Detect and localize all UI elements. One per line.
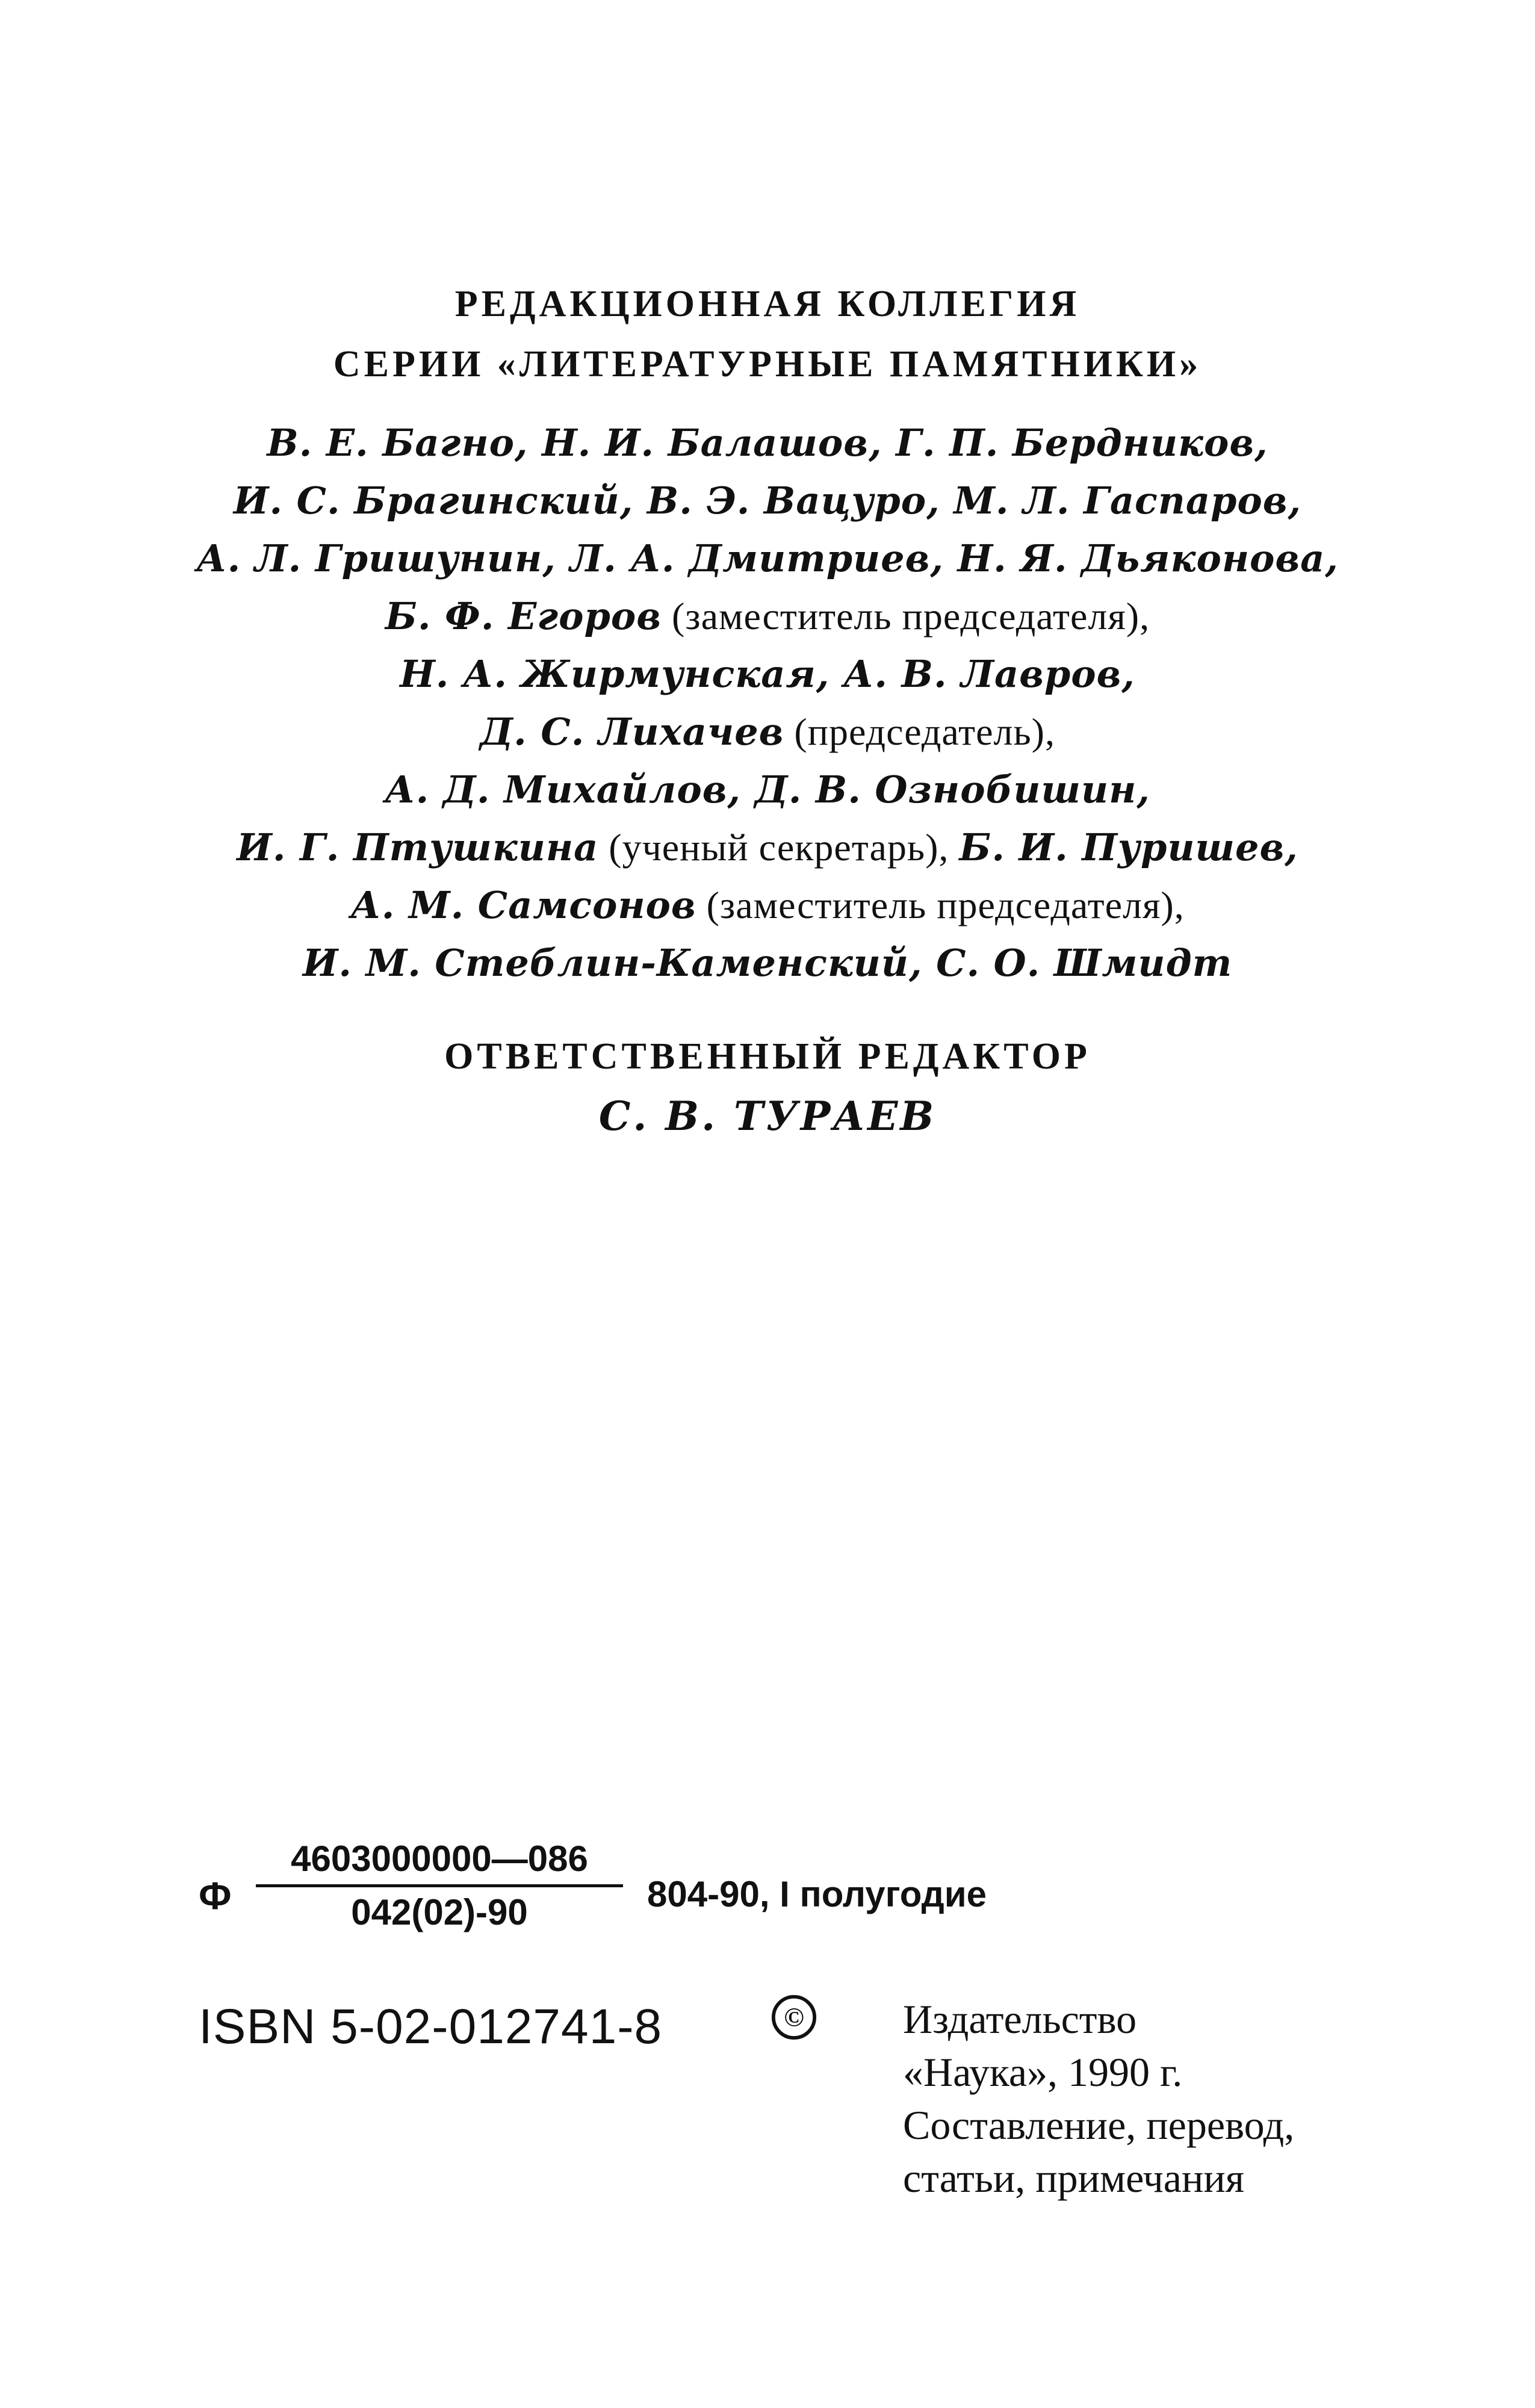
board-line: [0, 530, 1535, 588]
board-member-role: (председатель),: [784, 710, 1055, 753]
copyright-line: Составление, перевод,: [903, 2102, 1295, 2148]
board-member-names: И. С. Брагинский, В. Э. Вацуро, М. Л. Гаспаров,: [233, 479, 1302, 523]
board-heading-line-1: РЕДАКЦИОННАЯ КОЛЛЕГИЯ: [454, 284, 1081, 324]
board-members-list: [0, 414, 1535, 992]
bbk-numerator: 4603000000—086: [291, 1839, 588, 1879]
board-member-names: И. М. Стеблин-Каменский, С. О. Шмидт: [302, 941, 1233, 985]
isbn-number: ISBN 5-02-012741-8: [199, 1999, 663, 2054]
copyright-block: [784, 1993, 1295, 2205]
board-heading: [0, 274, 1535, 394]
bbk-denominator: 042(02)-90: [351, 1892, 528, 1932]
board-member-names: А. Л. Гришунин, Л. А. Дмитриев, Н. Я. Дьяконова,: [196, 536, 1339, 580]
bbk-fraction: [256, 1836, 623, 1935]
board-member-names: А. Д. Михайлов, Д. В. Ознобишин,: [385, 768, 1150, 811]
board-member-names: И. Г. Птушкина: [237, 825, 599, 869]
copyright-line: «Наука», 1990 г.: [903, 2049, 1183, 2095]
copyright-publisher-label: Издательство: [903, 1996, 1137, 2042]
fraction-bar: [256, 1884, 623, 1887]
copyright-line: статьи, примечания: [903, 2155, 1245, 2201]
board-member-names: Н. А. Жирмунская, А. В. Лавров,: [400, 652, 1135, 696]
copyright-line: [784, 1993, 1294, 2046]
bbk-code: [199, 1836, 1102, 1956]
bbk-tail: 804-90, I полугодие: [647, 1874, 987, 1914]
board-line: [0, 645, 1535, 703]
board-line: [0, 472, 1535, 530]
board-member-role: (ученый секретарь),: [598, 826, 960, 869]
board-member-names: Б. И. Пуришев,: [959, 825, 1298, 869]
copyright-symbol: ©: [784, 2002, 804, 2032]
board-line: [0, 761, 1535, 819]
board-member-role: (заместитель председателя),: [696, 884, 1185, 926]
board-member-role: (заместитель председателя),: [661, 595, 1150, 638]
editor-heading: ОТВЕТСТВЕННЫЙ РЕДАКТОР: [444, 1036, 1091, 1077]
editor-name: С. В. ТУРАЕВ: [598, 1093, 937, 1140]
board-member-names: Д. С. Лихачев: [480, 710, 784, 754]
bbk-letter: Ф: [199, 1874, 232, 1917]
board-line: [0, 703, 1535, 761]
board-member-names: В. Е. Багно, Н. И. Балашов, Г. П. Бердников,: [267, 421, 1268, 465]
board-line: [0, 414, 1535, 472]
board-line: [0, 819, 1535, 877]
board-line: [0, 877, 1535, 934]
board-member-names: Б. Ф. Егоров: [385, 594, 662, 638]
board-line: [0, 588, 1535, 645]
copyright-icon: [771, 1994, 817, 2041]
board-line: [0, 934, 1535, 992]
board-member-names: А. М. Самсонов: [350, 883, 696, 927]
board-heading-line-2: СЕРИИ «ЛИТЕРАТУРНЫЕ ПАМЯТНИКИ»: [333, 344, 1202, 385]
